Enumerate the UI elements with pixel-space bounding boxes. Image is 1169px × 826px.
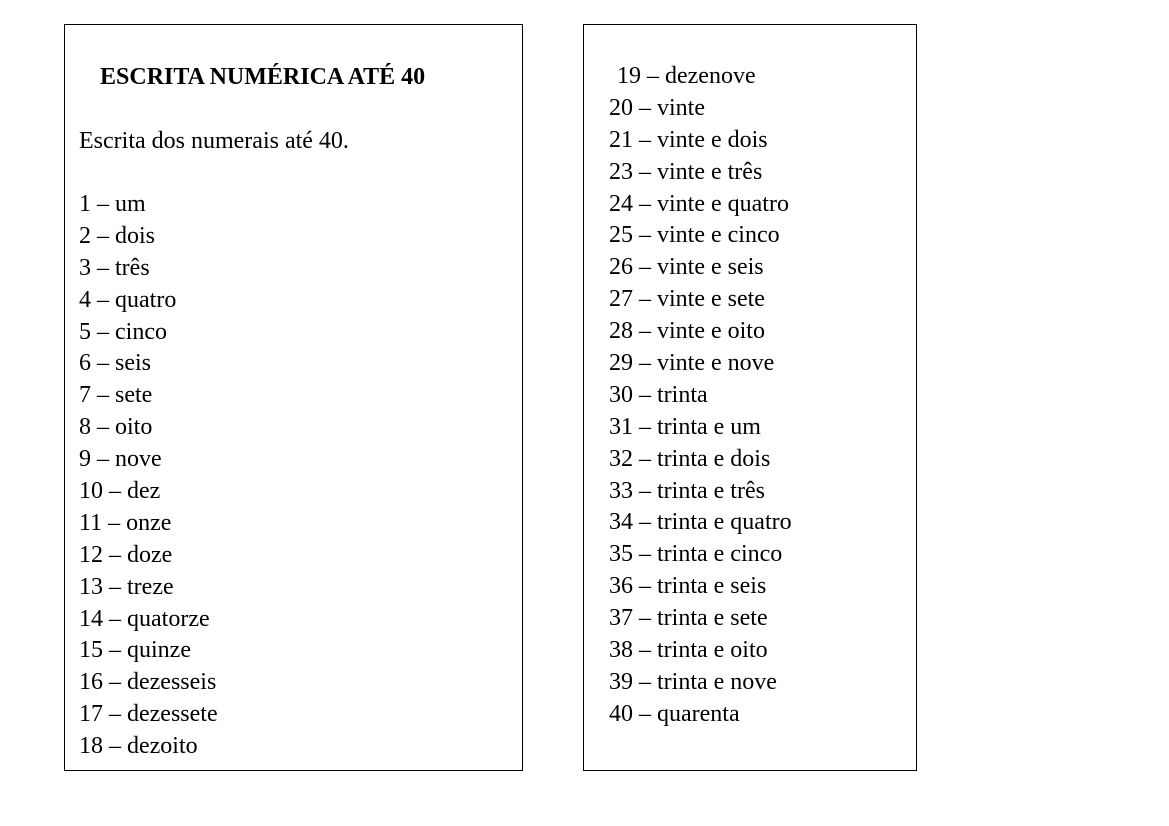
list-item: 36 – trinta e seis xyxy=(609,573,767,600)
list-item: 3 – três xyxy=(79,254,150,281)
list-item: 21 – vinte e dois xyxy=(609,126,768,153)
list-item: 20 – vinte xyxy=(609,94,705,121)
list-item: 6 – seis xyxy=(79,350,151,377)
page-title: ESCRITA NUMÉRICA ATÉ 40 xyxy=(100,64,426,90)
list-item: 16 – dezesseis xyxy=(79,669,217,696)
list-item: 1 – um xyxy=(79,191,146,217)
list-item: 19 – dezenove xyxy=(617,63,756,89)
right-panel xyxy=(583,24,917,771)
list-item: 38 – trinta e oito xyxy=(609,637,768,664)
list-item: 12 – doze xyxy=(79,541,173,568)
list-item: 40 – quarenta xyxy=(609,700,740,727)
page-subtitle: Escrita dos numerais até 40. xyxy=(79,128,349,154)
list-item: 29 – vinte e nove xyxy=(609,350,775,377)
list-item: 23 – vinte e três xyxy=(609,158,763,185)
list-item: 4 – quatro xyxy=(79,286,177,313)
list-item: 30 – trinta xyxy=(609,381,708,408)
list-item: 7 – sete xyxy=(79,382,153,409)
numeral-list-right xyxy=(609,61,792,731)
list-item: 14 – quatorze xyxy=(79,605,210,632)
list-item: 9 – nove xyxy=(79,446,162,473)
left-panel xyxy=(64,24,523,771)
list-item: 15 – quinze xyxy=(79,637,191,664)
list-item: 10 – dez xyxy=(79,478,161,505)
list-item: 2 – dois xyxy=(79,222,156,249)
list-item: 26 – vinte e seis xyxy=(609,254,764,281)
list-item: 25 – vinte e cinco xyxy=(609,222,780,249)
list-item: 35 – trinta e cinco xyxy=(609,541,783,568)
list-item: 27 – vinte e sete xyxy=(609,286,765,313)
list-item: 28 – vinte e oito xyxy=(609,318,765,345)
list-item: 17 – dezessete xyxy=(79,701,218,728)
list-item: 32 – trinta e dois xyxy=(609,445,771,472)
list-item: 18 – dezoito xyxy=(79,733,198,760)
list-item: 37 – trinta e sete xyxy=(609,605,768,632)
list-item: 33 – trinta e três xyxy=(609,477,765,504)
list-item: 11 – onze xyxy=(79,509,172,536)
list-item: 24 – vinte e quatro xyxy=(609,190,789,217)
list-item: 39 – trinta e nove xyxy=(609,668,777,695)
numeral-list-left xyxy=(79,189,218,763)
list-item: 5 – cinco xyxy=(79,318,167,345)
list-item: 8 – oito xyxy=(79,414,153,441)
list-item: 13 – treze xyxy=(79,573,174,600)
list-item: 31 – trinta e um xyxy=(609,413,761,440)
list-item: 34 – trinta e quatro xyxy=(609,509,792,536)
